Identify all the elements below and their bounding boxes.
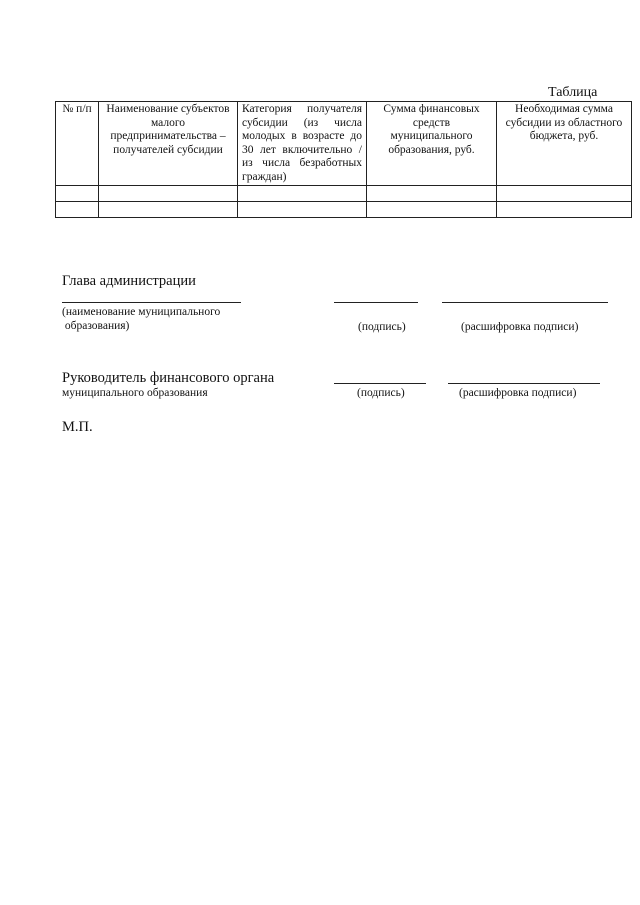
signature-caption: (подпись) [358,321,406,333]
signature-line [334,302,418,303]
table-cell [56,186,99,202]
finance-signature-line [334,383,426,384]
subsidy-table [55,101,632,218]
finance-signature-caption: (подпись) [357,387,405,399]
seal-mark: М.П. [62,419,93,435]
table-cell [238,202,367,218]
header-recipient-name: Наименование субъектов малого предпринимательства – получателей субсидии [99,102,238,186]
finance-head-title: Руководитель финансового органа [62,370,275,386]
table-label: Таблица [548,85,598,100]
table-header-row [56,102,632,186]
finance-decoding-line [448,383,600,384]
header-municipal-funds: Сумма финансовых средств муниципального образования, руб. [367,102,497,186]
finance-head-subtitle: муниципального образования [62,387,208,399]
header-number: № п/п [56,102,99,186]
table-cell [367,202,497,218]
decoding-line [442,302,608,303]
table-cell [367,186,497,202]
head-admin-title: Глава администрации [62,273,196,289]
table-cell [238,186,367,202]
name-caption-line1: (наименование муниципального [62,306,221,318]
finance-decoding-caption: (расшифровка подписи) [459,387,577,399]
header-regional-subsidy: Необходимая сумма субсидии из областного бюджета, руб. [497,102,632,186]
table-cell [99,186,238,202]
decoding-caption: (расшифровка подписи) [461,321,579,333]
table-cell [497,186,632,202]
table-cell [99,202,238,218]
table-row [56,186,632,202]
table-cell [56,202,99,218]
name-signature-line [62,302,241,303]
name-caption-line2: образования) [62,320,130,332]
header-recipient-category: Категория получателя субсидии (из числа молодых в возрасте до 30 лет включительно / из числа безработных граждан) [238,102,367,186]
table-row [56,202,632,218]
table-cell [497,202,632,218]
